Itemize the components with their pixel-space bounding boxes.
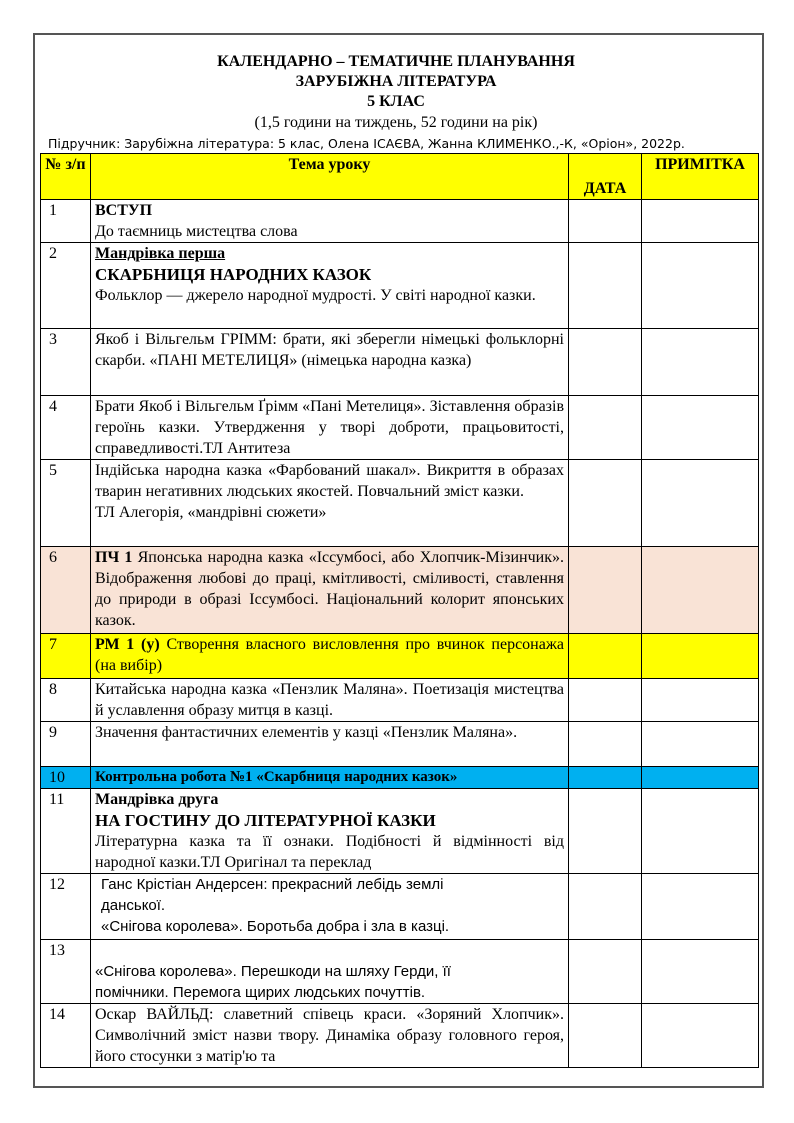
doc-title: КАЛЕНДАРНО – ТЕМАТИЧНЕ ПЛАНУВАННЯ: [217, 53, 575, 70]
row-topic: Брати Якоб і Вільгельм Ґрімм «Пані Метелиця». Зіставлення образів героїнь казки. Утвердження у творі доброти, працьовитості, справедливості.ТЛ Антитеза: [91, 396, 569, 460]
row-note[interactable]: [642, 396, 759, 460]
row-date[interactable]: [569, 789, 642, 874]
row-date[interactable]: [569, 1004, 642, 1068]
row-date[interactable]: [569, 396, 642, 460]
row-topic: [91, 634, 569, 679]
row-num: 14: [41, 1004, 91, 1068]
row-topic: [91, 547, 569, 634]
table-header-row: [41, 154, 759, 200]
table-row: [41, 200, 759, 243]
doc-hours: (1,5 години на тиждень, 52 години на рік): [254, 114, 538, 131]
row-note[interactable]: [642, 634, 759, 679]
row-note[interactable]: [642, 874, 759, 940]
row-topic: Контрольна робота №1 «Скарбниця народних казок»: [91, 767, 569, 789]
table-row: [41, 1004, 759, 1068]
row-num: 2: [41, 243, 91, 329]
row-text-2: «Снігова королева». Боротьба добра і зла в казці.: [101, 918, 450, 935]
row-date[interactable]: [569, 243, 642, 329]
table-row: [41, 679, 759, 722]
table-row: [41, 634, 759, 679]
row-num: 13: [41, 940, 91, 1004]
doc-grade: 5 КЛАС: [367, 93, 425, 110]
col-header-note: ПРИМІТКА: [642, 154, 759, 200]
row-date[interactable]: [569, 460, 642, 547]
row-date[interactable]: [569, 874, 642, 940]
row-date[interactable]: [569, 679, 642, 722]
row-num: 1: [41, 200, 91, 243]
col-header-num: № з/п: [41, 154, 91, 200]
row-note[interactable]: [642, 940, 759, 1004]
row-topic: [91, 460, 569, 547]
row-note[interactable]: [642, 243, 759, 329]
row-text: До таємниць мистецтва слова: [95, 223, 298, 240]
row-topic: Китайська народна казка «Пензлик Маляна». Поетизація мистецтва й уславлення образу митця в казці.: [91, 679, 569, 722]
row-note[interactable]: [642, 460, 759, 547]
row-text: Літературна казка та її ознаки. Подібності й відмінності від народної казки.ТЛ Оригінал та переклад: [95, 833, 564, 871]
table-row: [41, 722, 759, 767]
row-note[interactable]: [642, 200, 759, 243]
table-row: [41, 789, 759, 874]
col-header-topic: Тема уроку: [91, 154, 569, 200]
document-header: [36, 52, 756, 133]
row-heading: ВСТУП: [95, 202, 153, 219]
row-num: 5: [41, 460, 91, 547]
row-date[interactable]: [569, 767, 642, 789]
row-label: ПЧ 1: [95, 549, 133, 566]
row-note[interactable]: [642, 329, 759, 396]
row-label: РМ 1 (у): [95, 636, 160, 653]
table-row: [41, 243, 759, 329]
doc-textbook: Підручник: Зарубіжна література: 5 клас, Олена ІСАЄВА, Жанна КЛИМЕНКО.,-К, «Оріон», 2022р.: [48, 136, 685, 151]
row-section: Мандрівка друга: [95, 791, 219, 808]
row-text: «Снігова королева». Перешкоди на шляху Герди, її помічники. Перемога щирих людських почуттів.: [95, 963, 451, 1001]
row-date[interactable]: [569, 547, 642, 634]
row-text: Ганс Крістіан Андерсен: прекрасний лебідь землі данської.: [101, 876, 444, 914]
row-num: 3: [41, 329, 91, 396]
row-spacer: [95, 940, 564, 961]
row-num: 4: [41, 396, 91, 460]
row-date[interactable]: [569, 940, 642, 1004]
row-num: 11: [41, 789, 91, 874]
row-topic: Оскар ВАЙЛЬД: славетний співець краси. «Зоряний Хлопчик». Символічний зміст назви твору. Динаміка образу головного героя, його стосунки з матір'ю та: [91, 1004, 569, 1068]
row-date[interactable]: [569, 200, 642, 243]
doc-subject: ЗАРУБІЖНА ЛІТЕРАТУРА: [295, 73, 497, 90]
row-num: 9: [41, 722, 91, 767]
table-row: [41, 396, 759, 460]
row-text-term: ТЛ Алегорія, «мандрівні сюжети»: [95, 504, 327, 521]
row-heading: НА ГОСТИНУ ДО ЛІТЕРАТУРНОЇ КАЗКИ: [95, 811, 436, 830]
row-date[interactable]: [569, 329, 642, 396]
row-text: Фольклор — джерело народної мудрості. У світі народної казки.: [95, 287, 536, 304]
row-topic: Значення фантастичних елементів у казці «Пензлик Маляна».: [91, 722, 569, 767]
row-topic: [91, 789, 569, 874]
row-text: Індійська народна казка «Фарбований шакал». Викриття в образах тварин негативних людських якостей. Повчальний зміст казки.: [95, 462, 564, 500]
row-note[interactable]: [642, 789, 759, 874]
row-section: Мандрівка перша: [95, 245, 226, 262]
table-row: [41, 767, 759, 789]
col-header-date: ДАТА: [569, 154, 642, 200]
row-date[interactable]: [569, 722, 642, 767]
row-topic: Якоб і Вільгельм ГРІММ: брати, які зберегли німецькі фольклорні скарби. «ПАНІ МЕТЕЛИЦЯ» (німецька народна казка): [91, 329, 569, 396]
row-num: 10: [41, 767, 91, 789]
row-topic: [91, 940, 569, 1004]
table-row: [41, 874, 759, 940]
row-topic: [91, 874, 569, 940]
table-row: [41, 547, 759, 634]
row-text: Японська народна казка «Іссумбосі, або Хлопчик-Мізинчик». Відображення любові до праці, кмітливості, сміливості, ставлення до природи в образі Іссумбосі. Національний колорит японських казок.: [95, 549, 565, 629]
row-note[interactable]: [642, 547, 759, 634]
table-row: [41, 329, 759, 396]
lesson-plan-table: [40, 153, 759, 1068]
row-topic: [91, 200, 569, 243]
row-num: 7: [41, 634, 91, 679]
row-note[interactable]: [642, 722, 759, 767]
row-num: 8: [41, 679, 91, 722]
row-heading: СКАРБНИЦЯ НАРОДНИХ КАЗОК: [95, 265, 372, 284]
row-text: Створення власного висловлення про вчинок персонажа (на вибір): [95, 636, 564, 674]
row-topic: [91, 243, 569, 329]
table-row: [41, 460, 759, 547]
row-num: 6: [41, 547, 91, 634]
row-note[interactable]: [642, 679, 759, 722]
row-num: 12: [41, 874, 91, 940]
row-note[interactable]: [642, 767, 759, 789]
table-row: [41, 940, 759, 1004]
row-date[interactable]: [569, 634, 642, 679]
row-note[interactable]: [642, 1004, 759, 1068]
